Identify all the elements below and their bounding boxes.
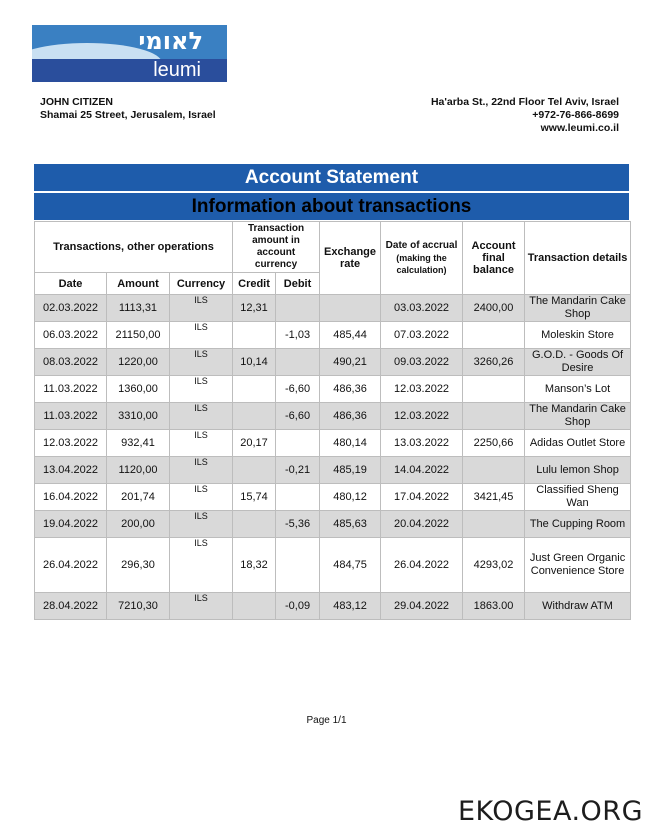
cell-amount: 200,00	[107, 511, 170, 538]
cell-amount: 201,74	[107, 484, 170, 511]
cell-date: 12.03.2022	[35, 430, 107, 457]
header-accrual	[381, 222, 463, 295]
cell-debit	[276, 484, 320, 511]
cell-date: 11.03.2022	[35, 403, 107, 430]
header-transactions: Transactions, other operations	[35, 222, 233, 273]
cell-details: G.O.D. - Goods Of Desire	[525, 349, 631, 376]
cell-debit	[276, 430, 320, 457]
cell-debit: -0,09	[276, 593, 320, 620]
header-exchange-rate: Exchange rate	[320, 222, 381, 295]
cell-currency: ILS	[170, 457, 233, 484]
customer-address: Shamai 25 Street, Jerusalem, Israel	[40, 109, 216, 121]
cell-currency: ILS	[170, 511, 233, 538]
cell-date: 28.04.2022	[35, 593, 107, 620]
cell-exchange-rate: 485,44	[320, 322, 381, 349]
header-credit: Credit	[233, 273, 276, 295]
cell-amount: 21150,00	[107, 322, 170, 349]
cell-accrual-date: 14.04.2022	[381, 457, 463, 484]
cell-details: Just Green Organic Convenience Store	[525, 538, 631, 593]
cell-debit	[276, 349, 320, 376]
statement-title: Account Statement	[34, 164, 629, 191]
cell-amount: 932,41	[107, 430, 170, 457]
header-amount: Amount	[107, 273, 170, 295]
cell-date: 11.03.2022	[35, 376, 107, 403]
cell-exchange-rate: 485,19	[320, 457, 381, 484]
cell-exchange-rate: 486,36	[320, 376, 381, 403]
cell-debit: -1,03	[276, 322, 320, 349]
cell-debit	[276, 538, 320, 593]
bank-address: Ha'arba St., 22nd Floor Tel Aviv, Israel	[430, 96, 619, 108]
cell-credit	[233, 376, 276, 403]
cell-accrual-date: 26.04.2022	[381, 538, 463, 593]
cell-balance	[463, 511, 525, 538]
table-row	[35, 349, 631, 376]
cell-amount: 1113,31	[107, 295, 170, 322]
cell-date: 08.03.2022	[35, 349, 107, 376]
cell-debit: -0,21	[276, 457, 320, 484]
table-row	[35, 511, 631, 538]
header-accrual-note: (making the calculation)	[396, 253, 447, 275]
cell-credit: 20,17	[233, 430, 276, 457]
cell-exchange-rate: 484,75	[320, 538, 381, 593]
cell-credit	[233, 322, 276, 349]
cell-currency: ILS	[170, 322, 233, 349]
leumi-logo	[32, 25, 227, 82]
page-number: Page 1/1	[306, 715, 347, 726]
cell-date: 02.03.2022	[35, 295, 107, 322]
cell-balance: 2400,00	[463, 295, 525, 322]
cell-exchange-rate: 480,12	[320, 484, 381, 511]
cell-accrual-date: 12.03.2022	[381, 376, 463, 403]
logo-bottom-band	[32, 59, 227, 82]
table-row	[35, 457, 631, 484]
cell-currency: ILS	[170, 295, 233, 322]
header-amount-group: Transaction amount in account currency	[233, 222, 320, 273]
transactions-table	[34, 221, 631, 620]
cell-credit: 12,31	[233, 295, 276, 322]
cell-accrual-date: 03.03.2022	[381, 295, 463, 322]
cell-date: 19.04.2022	[35, 511, 107, 538]
table-row	[35, 376, 631, 403]
cell-accrual-date: 29.04.2022	[381, 593, 463, 620]
cell-credit	[233, 403, 276, 430]
bank-block	[431, 96, 619, 135]
customer-name: JOHN CITIZEN	[40, 96, 113, 108]
cell-date: 26.04.2022	[35, 538, 107, 593]
cell-currency: ILS	[170, 430, 233, 457]
cell-balance: 4293,02	[463, 538, 525, 593]
logo-top-band	[32, 25, 227, 59]
cell-balance: 3260,26	[463, 349, 525, 376]
cell-balance	[463, 322, 525, 349]
cell-exchange-rate	[320, 295, 381, 322]
header-debit: Debit	[276, 273, 320, 295]
cell-details: The Cupping Room	[525, 511, 631, 538]
header-currency: Currency	[170, 273, 233, 295]
cell-date: 06.03.2022	[35, 322, 107, 349]
cell-details: Withdraw ATM	[525, 593, 631, 620]
table-row	[35, 295, 631, 322]
cell-debit: -6,60	[276, 403, 320, 430]
cell-exchange-rate: 483,12	[320, 593, 381, 620]
cell-exchange-rate: 490,21	[320, 349, 381, 376]
cell-credit	[233, 511, 276, 538]
header-accrual-main: Date of accrual	[385, 240, 458, 251]
cell-balance: 3421,45	[463, 484, 525, 511]
cell-amount: 296,30	[107, 538, 170, 593]
cell-exchange-rate: 480,14	[320, 430, 381, 457]
header-details: Transaction details	[525, 222, 631, 295]
cell-debit: -6,60	[276, 376, 320, 403]
cell-exchange-rate: 485,63	[320, 511, 381, 538]
cell-details: Adidas Outlet Store	[525, 430, 631, 457]
cell-balance	[463, 457, 525, 484]
cell-amount: 1360,00	[107, 376, 170, 403]
cell-accrual-date: 13.03.2022	[381, 430, 463, 457]
cell-currency: ILS	[170, 538, 233, 593]
cell-accrual-date: 12.03.2022	[381, 403, 463, 430]
table-row	[35, 538, 631, 593]
cell-details: Classified Sheng Wan	[525, 484, 631, 511]
header-date: Date	[35, 273, 107, 295]
bank-website: www.leumi.co.il	[540, 122, 619, 134]
cell-details: Lulu lemon Shop	[525, 457, 631, 484]
cell-details: Manson’s Lot	[525, 376, 631, 403]
cell-credit	[233, 457, 276, 484]
cell-currency: ILS	[170, 403, 233, 430]
cell-credit: 10,14	[233, 349, 276, 376]
watermark: EKOGEA.ORG	[457, 796, 643, 827]
table-row	[35, 484, 631, 511]
cell-amount: 1120,00	[107, 457, 170, 484]
cell-accrual-date: 09.03.2022	[381, 349, 463, 376]
cell-debit	[276, 295, 320, 322]
cell-details: Moleskin Store	[525, 322, 631, 349]
logo-latin-text: leumi	[153, 59, 201, 81]
cell-balance	[463, 376, 525, 403]
table-row	[35, 593, 631, 620]
table-row	[35, 403, 631, 430]
header-balance: Account final balance	[463, 222, 525, 295]
cell-exchange-rate: 486,36	[320, 403, 381, 430]
table-row	[35, 322, 631, 349]
cell-balance: 2250,66	[463, 430, 525, 457]
bank-phone: +972-76-866-8699	[532, 109, 619, 121]
customer-block	[40, 96, 216, 122]
cell-currency: ILS	[170, 593, 233, 620]
cell-currency: ILS	[170, 376, 233, 403]
cell-details: The Mandarin Cake Shop	[525, 295, 631, 322]
cell-date: 13.04.2022	[35, 457, 107, 484]
cell-amount: 7210,30	[107, 593, 170, 620]
logo-hebrew-text: לאומי	[138, 27, 203, 55]
cell-accrual-date: 20.04.2022	[381, 511, 463, 538]
cell-balance: 1863.00	[463, 593, 525, 620]
cell-details: The Mandarin Cake Shop	[525, 403, 631, 430]
cell-accrual-date: 07.03.2022	[381, 322, 463, 349]
table-row	[35, 430, 631, 457]
cell-debit: -5,36	[276, 511, 320, 538]
cell-accrual-date: 17.04.2022	[381, 484, 463, 511]
cell-credit: 18,32	[233, 538, 276, 593]
cell-amount: 3310,00	[107, 403, 170, 430]
cell-balance	[463, 403, 525, 430]
statement-subtitle: Information about transactions	[34, 193, 629, 220]
cell-credit	[233, 593, 276, 620]
cell-currency: ILS	[170, 349, 233, 376]
cell-currency: ILS	[170, 484, 233, 511]
cell-amount: 1220,00	[107, 349, 170, 376]
transactions-body	[35, 295, 631, 620]
cell-credit: 15,74	[233, 484, 276, 511]
cell-date: 16.04.2022	[35, 484, 107, 511]
